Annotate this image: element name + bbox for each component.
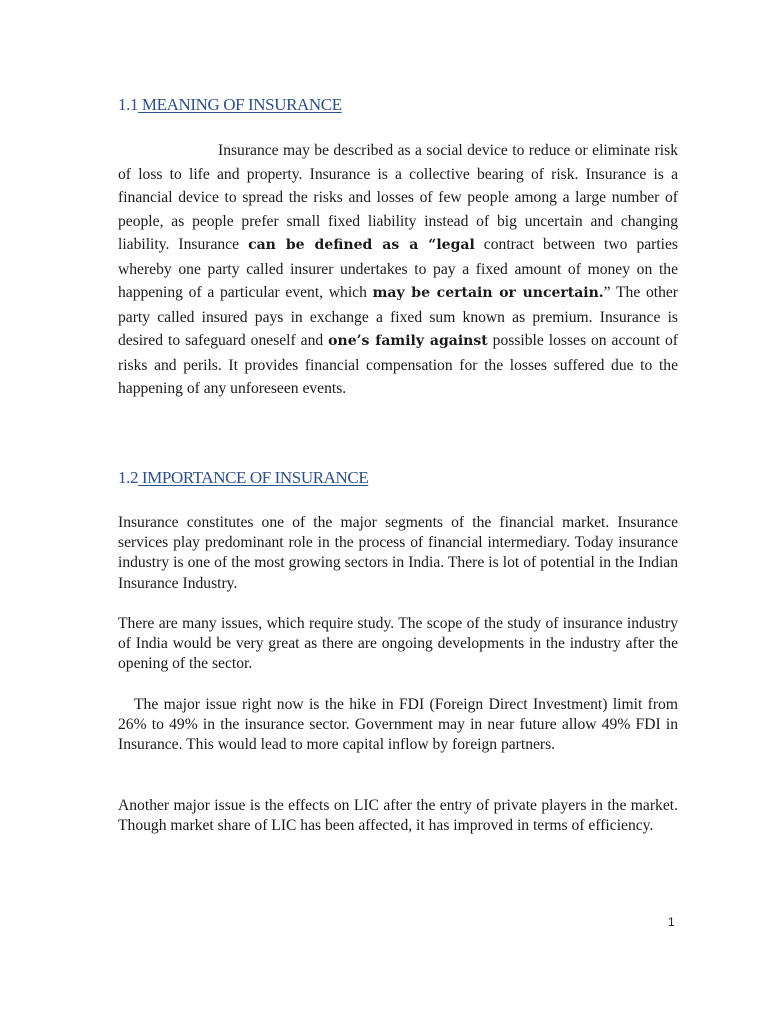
paragraph-importance-1: Insurance constitutes one of the major segments of the financial market. Insurance services play predominant role in the process of financial intermediary. Today insurance industry is one of the most growing sectors in India. There is lot of potential in the Indian Insurance Industry. [118, 514, 678, 592]
paragraph-text: ” The other party called insured pays in exchange a fixed sum known as premium. Insurance is desired to safeguard oneself and [118, 284, 678, 349]
paragraph-text: contract between two parties whereby one party called insurer undertakes to pay a fixed amount of money on the happening of a particular event, which [118, 236, 679, 301]
paragraph-text: possible losses on account of risks and perils. It provides financial compensation for the losses suffered due to the happening of any unforeseen events. [118, 332, 678, 397]
paragraph-importance-4: Another major issue is the effects on LIC after the entry of private players in the market. Though market share of LIC has been affected, it has improved in terms of efficiency. [118, 797, 678, 835]
bold-text: one’s family against [328, 333, 488, 349]
section-title: IMPORTANCE OF INSURANCE [138, 468, 369, 487]
section-number: 1.1 [118, 95, 139, 114]
bold-text: can be defined as a “legal [248, 237, 475, 253]
bold-text: may be certain or uncertain. [372, 285, 604, 301]
paragraph-meaning [118, 139, 678, 401]
section-title: MEANING OF INSURANCE [138, 95, 342, 114]
paragraph-importance-2: There are many issues, which require study. The scope of the study of insurance industry of India would be very great as there are ongoing developments in the industry after the opening of the sector. [118, 615, 678, 673]
paragraph-importance-3: The major issue right now is the hike in FDI (Foreign Direct Investment) limit from 26% to 49% in the insurance sector. Government may in near future allow 49% FDI in Insurance. This would lead to more capital inflow by foreign partners. [118, 696, 678, 754]
page-number: 1 [668, 915, 675, 929]
section-heading-meaning [118, 95, 342, 115]
section-number: 1.2 [118, 468, 139, 487]
paragraph-text: Insurance may be described as a social device to reduce or eliminate risk of loss to life and property. Insurance is a collective bearing of risk. Insurance is a financial device to spread the risks and losses of few people among a large number of people, as people prefer small fixed liability instead of big uncertain and changing liability. Insurance [118, 142, 678, 253]
section-heading-importance [118, 468, 368, 488]
